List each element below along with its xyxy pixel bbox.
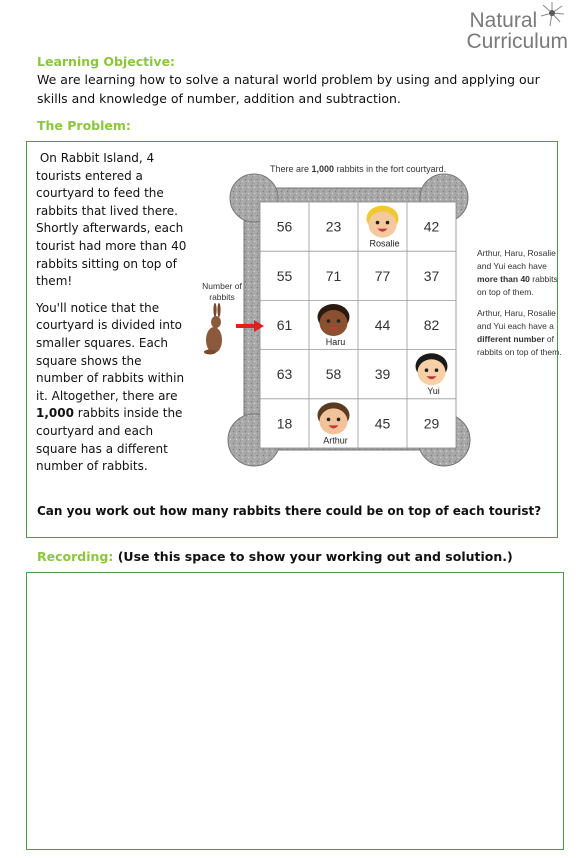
grid-cell-value: 23 (325, 218, 342, 235)
tourist-rosalie-icon (367, 206, 400, 249)
story-paragraph-1: On Rabbit Island, 4 tourists entered a courtyard to feed the rabbits that lived there. Shortly afterwards, each tourist had more than 40 rabbits sitting on top of them! (36, 151, 187, 289)
grid-cell-value: 39 (374, 366, 391, 383)
recording-instruction: (Use this space to show your working out and solution.) (117, 549, 513, 564)
problem-story (36, 150, 188, 485)
tourist-name-label: Yui (427, 386, 440, 397)
tourist-name-label: Rosalie (369, 238, 400, 249)
grid-cell-value: 18 (276, 415, 293, 432)
grid-cell-value: 61 (276, 317, 293, 333)
learning-objective-heading: Learning Objective: (37, 54, 176, 69)
learning-objective-text: We are learning how to solve a natural world problem by using and applying our skills and knowledge of number, addition and subtraction. (37, 72, 540, 106)
grid-cell-value: 77 (374, 267, 391, 284)
tourist-name-label: Arthur (323, 435, 348, 446)
number-of-rabbits-label: Number of rabbits (202, 281, 242, 302)
rabbit-icon (204, 303, 222, 355)
grid-cell-value: 37 (423, 267, 440, 284)
recording-area[interactable] (26, 572, 564, 850)
tourists-info-1: Arthur, Haru, Rosalie and Yui each have more than 40 rabbits on top of them. (477, 248, 558, 297)
tourists-info (477, 247, 562, 367)
tourists-info-2: Arthur, Haru, Rosalie and Yui each have a different number of rabbits on top of them. (477, 308, 562, 357)
grid-cell-value: 44 (374, 317, 391, 333)
grid-cell-value: 29 (423, 415, 440, 432)
grid-cell-value: 71 (325, 267, 342, 284)
logo-line-1: Natural (469, 9, 538, 32)
grid-cell-value: 58 (325, 366, 342, 383)
grid-cell-value: 63 (276, 366, 293, 383)
grid-cell-value: 42 (423, 218, 440, 235)
grid-cell-value: 45 (374, 415, 391, 432)
recording-label: Recording: (37, 549, 114, 564)
dandelion-icon (538, 0, 566, 26)
fort-courtyard-figure (196, 160, 478, 478)
figure-caption: There are 1,000 rabbits in the fort courtyard. (270, 164, 447, 174)
problem-question: Can you work out how many rabbits there could be on top of each tourist? (37, 504, 542, 518)
recording-line (37, 549, 513, 564)
grid-cell-value: 56 (276, 218, 293, 235)
grid-cell-value: 55 (276, 267, 293, 284)
logo-line-2: Curriculum (466, 30, 568, 53)
story-paragraph-2: You'll notice that the courtyard is divided into smaller squares. Each square shows the number of rabbits within it. Altogether, there are 1,000 rabbits inside the courtyard and each square has a different number of rabbits. (36, 300, 185, 474)
grid-cell-value: 82 (423, 317, 440, 333)
problem-heading: The Problem: (37, 118, 131, 133)
tourist-name-label: Haru (325, 337, 346, 347)
tourist-arthur-icon (318, 402, 350, 445)
